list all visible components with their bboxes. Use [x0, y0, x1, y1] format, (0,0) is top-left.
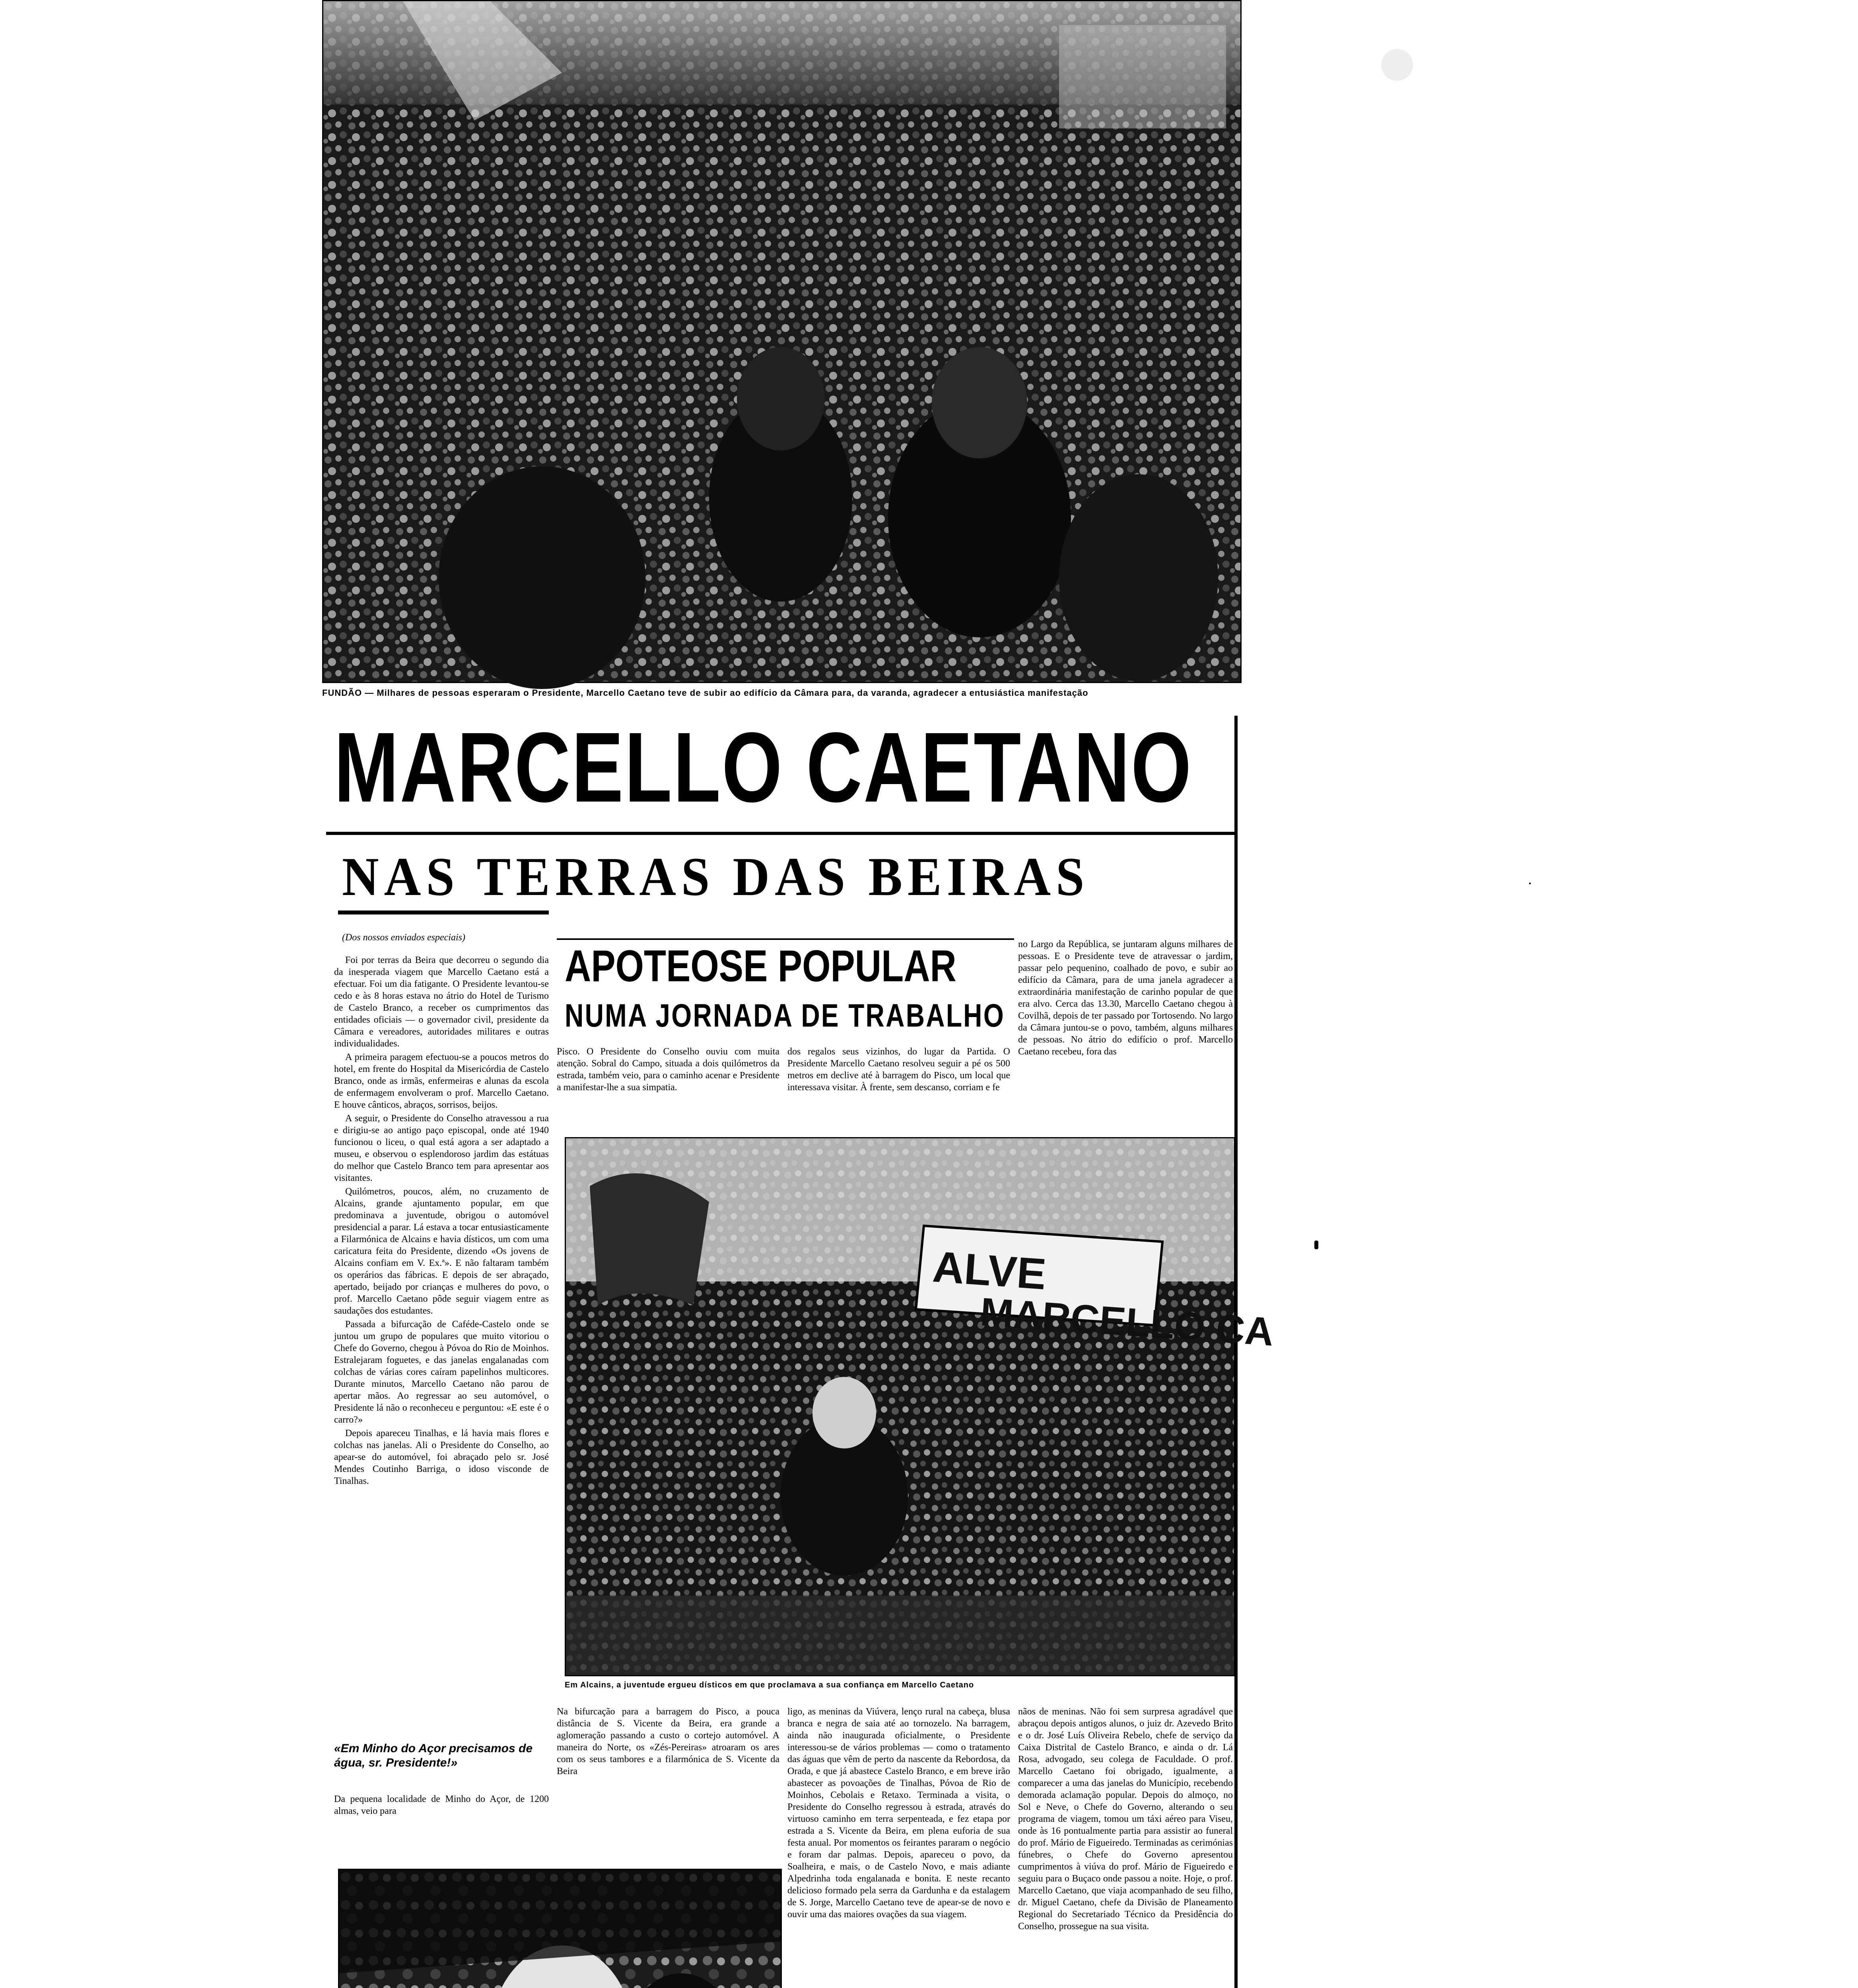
subheadline-rule — [338, 911, 549, 914]
headline-rule — [326, 832, 1237, 835]
alcains-photo-caption: Em Alcains, a juventude ergueu dísticos em que proclamava a sua confiança em Marcello Caetano — [565, 1681, 974, 1689]
inner-headline-frame-top — [557, 938, 1014, 940]
inner-headline-line1: APOTEOSE POPULAR — [565, 941, 956, 991]
col1-tail: Da pequena localidade de Minho do Açor, de 1200 almas, veio para — [334, 1794, 549, 1816]
column-1 — [334, 954, 549, 1734]
col1-para: A seguir, o Presidente do Conselho atravessou a rua e dirigiu-se ao antigo paço episcopal, onde até 1940 funcionou o liceu, o qual está agora a ser adaptado a museu, e observou o esplendoroso jardim das estátuas do melhor que Castelo Branco tem para apresentar aos visitantes. — [334, 1113, 549, 1183]
inner-headline-line2: NUMA JORNADA DE TRABALHO — [565, 998, 1005, 1034]
top-photo-caption: FUNDÃO — Milhares de pessoas esperaram o Presidente, Marcello Caetano teve de subir ao edifício da Câmara para, da varanda, agradecer a entusiástica manifestação — [322, 688, 1088, 698]
col4-top: no Largo da República, se juntaram alguns milhares de pessoas. E o Presidente teve de atravessar o jardim, passar pelo pequenino, coalhado de povo, e subir ao edifício da Câmara, para de uma janela agradecer a extraordinária manifestação de carinho popular de que era alvo. Cerca das 13.30, Marcello Caetano chegou à Covilhã, depois de ter passado por Tortosendo. No largo da Câmara juntou-se o povo, também, alguns milhares de pessoas. No átrio do edifício o prof. Marcello Caetano recebeu, fora das — [1018, 939, 1233, 1057]
mid-column-a: Na bifurcação para a barragem do Pisco, a pouca distância de S. Vicente da Beira, era grande a aglomeração passando a custo o cortejo automóvel. A maneira do Norte, os «Zés-Pereiras» atroaram os ares com os seus tambores e a filarmónica de S. Vicente da Beira — [557, 1706, 779, 1776]
col1-para: Depois apareceu Tinalhas, e lá havia mais flores e colchas nas janelas. Ali o Presidente do Conselho, ao apear-se do automóvel, foi abraçado pelo sr. José Mendes Coutinho Barriga, o idoso visconde de Tinalhas. — [334, 1428, 549, 1486]
bottom-left-photo — [338, 1869, 782, 1988]
alcains-photo — [565, 1137, 1275, 1676]
byline: (Dos nossos enviados especiais) — [342, 932, 465, 943]
mid-column-c: nãos de meninas. Não foi sem surpresa agradável que abraçou depois antigos alunos, o juiz dr. Azevedo Brito e o dr. José Luís Oliveira Rebelo, chefe de serviço da Caixa Distrital de Castelo Branco, e ainda o dr. Lá Rosa, advogado, seu colega de Faculdade. O prof. Marcello Caetano foi obrigado, igualmente, a comparecer a uma das janelas do Município, recebendo demorada aclamação popular. Depois do almoço, no Sol e Neve, o Chefe do Governo, alterando o seu programa de viagem, tomou um táxi aéreo para Viseu, onde às 16 pontualmente partia para assistir ao funeral do prof. Mário de Figueiredo. Terminadas as cerimónias fúnebres, o Chefe do Governo apresentou cumprimentos à viúva do prof. Mário de Figueiredo e seguiu para o Buçaco onde passou a noite. Hoje, o prof. Marcello Caetano, que viaja acompanhado de seu filho, dr. Miguel Caetano, chefe da Divisão de Planeamento Regional do Secretariado Técnico da Presidência do Conselho, prossegue na sua visita. — [1018, 1706, 1233, 1932]
col3-top: dos regalos seus vizinhos, do lugar da Partida. O Presidente Marcello Caetano resolveu seguir a pé os 500 metros em declive até à barragem do Pisco, um local que interessava visitar. À frente, sem descanso, corriam e fe — [787, 1046, 1010, 1093]
main-headline: MARCELLO CAETANO — [334, 712, 1193, 823]
col1-para: Foi por terras da Beira que decorreu o segundo dia da inesperada viagem que Marcello Caetano está a efectuar. Foi um dia fatigante. O Presidente levantou-se cedo e às 8 horas estava no átrio do Hotel de Turismo de Castelo Branco, a receber os cumprimentos das entidades oficiais — o governador civil, presidente da Câmara e vereadores, autoridades militares e outras individualidades. — [334, 955, 549, 1049]
svg-text:ALVE: ALVE — [931, 1242, 1048, 1299]
col2-top: Pisco. O Presidente do Conselho ouviu com muita atenção. Sobral do Campo, situada a dois quilómetros da estrada, também veio, para o caminho acenar e Presidente a manifestar-lhe a sua simpatia. — [557, 1046, 779, 1093]
col1-para: Passada a bifurcação de Caféde-Castelo onde se juntou um grupo de populares que muito vitoriou o Chefe do Governo, chegou à Póvoa do Rio de Moinhos. Estralejaram foguetes, e das janelas engalanadas com colchas de várias cores caíram papelinhos multicores. Durante minutos, Marcello Caetano não parou de apertar mãos. Ao regressar ao seu automóvel, o Presidente lá não o reconheceu e perguntou: «E este é o carro?» — [334, 1319, 549, 1425]
margin-mark — [1314, 1241, 1318, 1249]
col1-subheading: «Em Minho do Açor precisamos de água, sr. Presidente!» — [334, 1742, 533, 1769]
col1-para: Quilómetros, poucos, além, no cruzamento de Alcains, grande ajuntamento popular, em que predominava a juventude, obrigou o automóvel presidencial a parar. Lá estava a tocar entusiasticamente a Filarmónica de Alcains e havia dísticos, um com uma caricatura feita do Presidente, dizendo «Os jovens de Alcains confiam em V. Ex.ª». E não faltaram também os operários das fábricas. E depois de ser abraçado, apertado, beijado por crianças e mulheres do povo, o prof. Marcello Caetano pôde seguir viagem entre as saudações dos estudantes. — [334, 1186, 549, 1316]
top-crowd-photo — [322, 0, 1242, 683]
col1-para: A primeira paragem efectuou-se a poucos metros do hotel, em frente do Hospital da Misericórdia de Castelo Branco, onde as irmãs, enfermeiras e alunas da escola de enfermagem envolveram o prof. Marcello Caetano. E houve cânticos, abraços, sorrisos, beijos. — [334, 1052, 549, 1110]
margin-mark — [1529, 883, 1531, 884]
mid-column-b: ligo, as meninas da Viúvera, lenço rural na cabeça, blusa branca e negra de saia até ao tornozelo. Na barragem, ainda não inaugurada oficialmente, o Presidente interessou-se de vários problemas — como o tratamento das águas que vêm de perto da nascente da Rebordosa, da Orada, e que já abastece Castelo Branco, e em breve irão abastecer as povoações de Tinalhas, Póvoa de Rio de Moinhos, Cebolais e Retaxo. Terminada a visita, o Presidente do Conselho regressou à estrada, através do virtuoso caminho em terra serpenteada, e fez etapa por estrada a S. Vicente da Beira, em plena euforia de sua festa anual. Por momentos os feirantes pararam o negócio e foram dar palmas. Depois, apareceu o povo, da Soalheira, e mais, o de Castelo Novo, e mais adiante Alpedrinha toda engalanada e bonita. E neste recanto delicioso formado pela serra da Gardunha e da estalagem de S. Jorge, Marcello Caetano teve de apear-se de novo e ouvir uma das maiores ovações da sua viagem. — [787, 1706, 1010, 1920]
svg-text:MARCELLO CA: MARCELLO CA — [979, 1289, 1275, 1355]
sub-headline: NAS TERRAS DAS BEIRAS — [342, 846, 1090, 907]
